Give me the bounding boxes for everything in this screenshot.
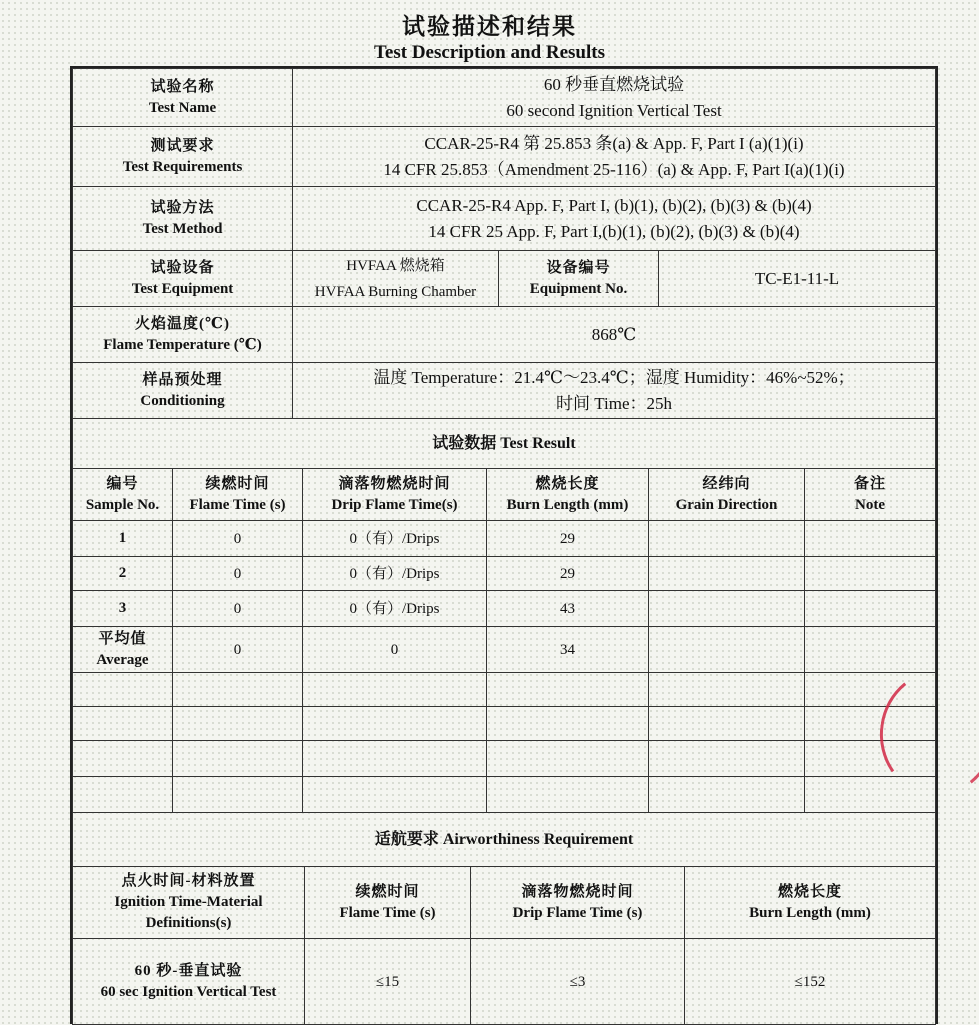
drip-time-cell: 0（有）/Drips (303, 521, 487, 557)
col-burn-length: 燃烧长度 Burn Length (mm) (487, 469, 649, 521)
equipment-no-label: 设备编号 Equipment No. (499, 251, 659, 307)
flame-temp-row (73, 307, 936, 363)
conditioning-row (73, 363, 936, 419)
grain-cell (649, 521, 805, 557)
col-ignition-time: 点火时间-材料放置 Ignition Time-Material Definitions(s) (73, 867, 305, 939)
grain-cell (649, 557, 805, 591)
empty-row (73, 741, 936, 777)
average-row (73, 627, 936, 673)
note-cell (805, 591, 936, 627)
flame-temp-value: 868℃ (293, 307, 936, 363)
test-name-value: 60 秒垂直燃烧试验 60 second Ignition Vertical Test (293, 69, 936, 127)
grain-cell (649, 591, 805, 627)
aw-test-type: 60 秒-垂直试验 60 sec Ignition Vertical Test (73, 939, 305, 1025)
flame-time-cell: 0 (173, 591, 303, 627)
note-cell (805, 557, 936, 591)
result-table (72, 418, 936, 813)
test-name-label: 试验名称 Test Name (73, 69, 293, 127)
burn-length-cell: 29 (487, 521, 649, 557)
page-title-cn: 试验描述和结果 (402, 14, 577, 39)
drip-time-cell: 0（有）/Drips (303, 557, 487, 591)
result-header-row (73, 469, 936, 521)
aw-burn-limit: ≤152 (685, 939, 936, 1025)
table-row (73, 557, 936, 591)
method-label: 试验方法 Test Method (73, 187, 293, 251)
airworthiness-header-row (73, 867, 936, 939)
table-row (73, 591, 936, 627)
col-grain-direction: 经纬向 Grain Direction (649, 469, 805, 521)
flame-temp-label: 火焰温度(℃) Flame Temperature (℃) (73, 307, 293, 363)
empty-row (73, 777, 936, 813)
drip-time-cell: 0（有）/Drips (303, 591, 487, 627)
flame-time-cell: 0 (173, 521, 303, 557)
col-sample-no: 编号 Sample No. (73, 469, 173, 521)
avg-drip-time: 0 (303, 627, 487, 673)
conditioning-value: 温度 Temperature：21.4℃～23.4℃；湿度 Humidity：46%~52%； 时间 Time：25h (293, 363, 936, 419)
average-label: 平均值 Average (73, 627, 173, 673)
airworthiness-table (72, 812, 936, 1025)
col-note: 备注 Note (805, 469, 936, 521)
col-flame-time: 续燃时间 Flame Time (s) (173, 469, 303, 521)
requirements-value: CCAR-25-R4 第 25.853 条(a) & App. F, Part I (a)(1)(i) 14 CFR 25.853（Amendment 25-116）(a) & App. F, Part I(a)(1)(i) (293, 127, 936, 187)
airworthiness-heading: 适航要求 Airworthiness Requirement (73, 813, 936, 867)
equipment-label: 试验设备 Test Equipment (73, 251, 293, 307)
test-name-row (73, 69, 936, 127)
equipment-no-value: TC-E1-11-L (659, 251, 936, 307)
empty-row (73, 673, 936, 707)
col-aw-flame-time: 续燃时间 Flame Time (s) (305, 867, 471, 939)
method-row (73, 187, 936, 251)
equipment-value: HVFAA 燃烧箱 HVFAA Burning Chamber (293, 251, 499, 307)
avg-burn-length: 34 (487, 627, 649, 673)
aw-drip-limit: ≤3 (471, 939, 685, 1025)
result-heading: 试验数据 Test Result (73, 419, 936, 469)
avg-grain-cell (649, 627, 805, 673)
report-frame (70, 66, 938, 1024)
burn-length-cell: 43 (487, 591, 649, 627)
note-cell (805, 521, 936, 557)
equipment-row (73, 251, 936, 307)
flame-time-cell: 0 (173, 557, 303, 591)
burn-length-cell: 29 (487, 557, 649, 591)
conditioning-label: 样品预处理 Conditioning (73, 363, 293, 419)
sample-no: 2 (73, 557, 173, 591)
page-title-en: Test Description and Results (373, 42, 605, 63)
aw-flame-limit: ≤15 (305, 939, 471, 1025)
col-drip-flame-time: 滴落物燃烧时间 Drip Flame Time(s) (303, 469, 487, 521)
requirements-row (73, 127, 936, 187)
requirements-label: 测试要求 Test Requirements (73, 127, 293, 187)
col-aw-burn-length: 燃烧长度 Burn Length (mm) (685, 867, 936, 939)
empty-row (73, 707, 936, 741)
airworthiness-row (73, 939, 936, 1025)
method-value: CCAR-25-R4 App. F, Part I, (b)(1), (b)(2), (b)(3) & (b)(4) 14 CFR 25 App. F, Part I,(b)(1), (b)(2), (b)(3) & (b)(4) (293, 187, 936, 251)
sample-no: 3 (73, 591, 173, 627)
avg-flame-time: 0 (173, 627, 303, 673)
info-table (72, 68, 936, 419)
sample-no: 1 (73, 521, 173, 557)
avg-note-cell (805, 627, 936, 673)
col-aw-drip-time: 滴落物燃烧时间 Drip Flame Time (s) (471, 867, 685, 939)
table-row (73, 521, 936, 557)
